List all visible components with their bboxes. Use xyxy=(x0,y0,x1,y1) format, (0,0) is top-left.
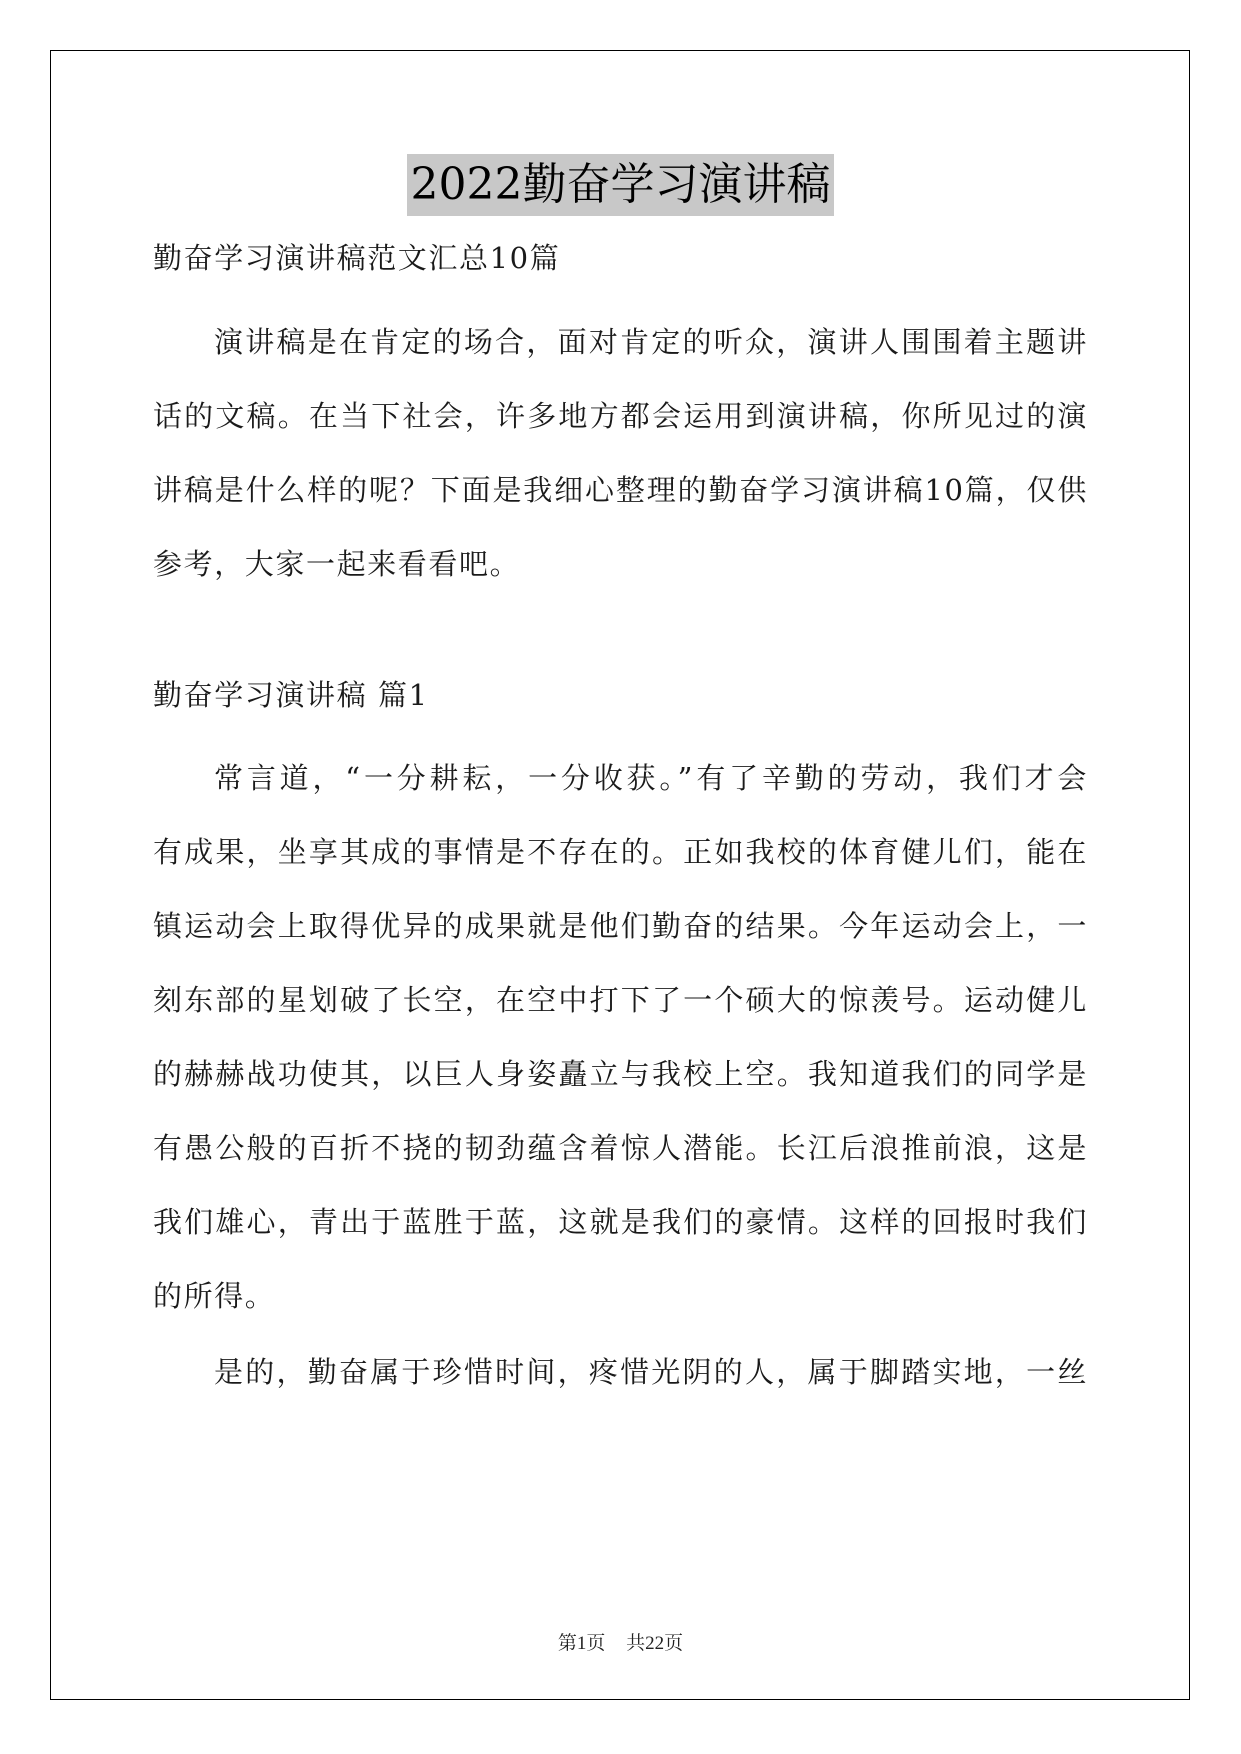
intro-line: 话的文稿。在当下社会，许多地方都会运用到演讲稿，你所见过的演 xyxy=(153,399,1088,433)
intro-line: 演讲稿是在肯定的场合，面对肯定的听众，演讲人围围着主题讲 xyxy=(214,325,1088,359)
body-line: 镇运动会上取得优异的成果就是他们勤奋的结果。今年运动会上，一 xyxy=(153,909,1088,943)
subtitle: 勤奋学习演讲稿范文汇总10篇 xyxy=(153,241,561,275)
body-line: 是的，勤奋属于珍惜时间，疼惜光阴的人，属于脚踏实地，一丝 xyxy=(214,1355,1088,1389)
page-number: 第1页 xyxy=(557,1633,606,1654)
body-line: 有成果，坐享其成的事情是不存在的。正如我校的体育健儿们，能在 xyxy=(153,835,1088,869)
body-line: 常言道，“一分耕耘，一分收获。”有了辛勤的劳动，我们才会 xyxy=(214,761,1088,795)
intro-line: 参考，大家一起来看看吧。 xyxy=(153,547,521,581)
page-footer xyxy=(0,1628,1241,1655)
body-line: 的所得。 xyxy=(153,1279,276,1313)
body-line: 我们雄心，青出于蓝胜于蓝，这就是我们的豪情。这样的回报时我们 xyxy=(153,1205,1088,1239)
body-line: 的赫赫战功使其，以巨人身姿矗立与我校上空。我知道我们的同学是 xyxy=(153,1057,1088,1091)
body-line: 有愚公般的百折不挠的韧劲蕴含着惊人潜能。长江后浪推前浪，这是 xyxy=(153,1131,1088,1165)
title-container xyxy=(0,154,1241,216)
page-total: 共22页 xyxy=(626,1633,684,1654)
intro-line: 讲稿是什么样的呢？下面是我细心整理的勤奋学习演讲稿10篇，仅供 xyxy=(153,473,1088,507)
page-border xyxy=(50,50,1190,1700)
document-title: 2022勤奋学习演讲稿 xyxy=(407,154,835,216)
body-line: 刻东部的星划破了长空，在空中打下了一个硕大的惊羡号。运动健儿 xyxy=(153,983,1088,1017)
section-heading: 勤奋学习演讲稿 篇1 xyxy=(153,678,429,712)
